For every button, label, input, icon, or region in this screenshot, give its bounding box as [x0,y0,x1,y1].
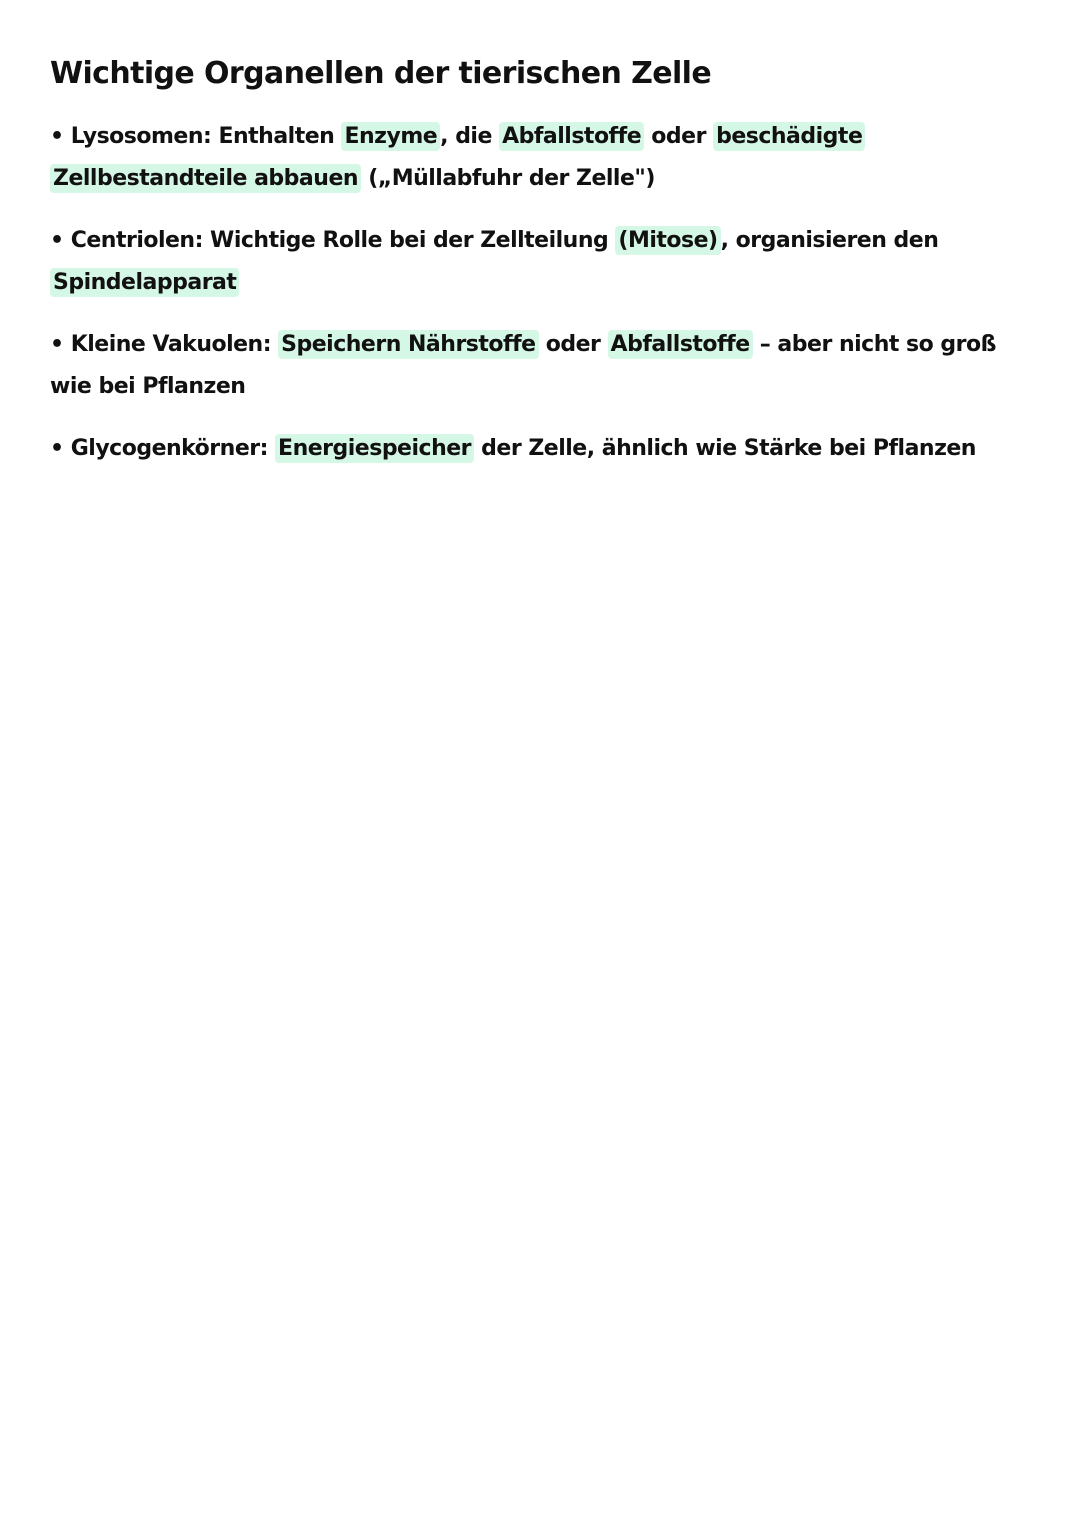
text-segment: der Zelle, ähnlich wie Stärke bei Pflanzen [474,436,976,461]
text-segment: – aber nicht so groß wie bei Pflanzen [50,332,996,399]
text-segment: , die [440,124,500,149]
text-segment: • Centriolen: Wichtige Rolle bei der Zellteilung [50,228,616,253]
list-item-centriolen [50,220,1035,304]
highlighted-term: Spindelapparat [50,268,239,297]
list-item-glycogenkoerner [50,428,1035,470]
list-item-lysosomen [50,116,1035,200]
text-segment: oder [644,124,714,149]
page-title: Wichtige Organellen der tierischen Zelle [50,56,712,91]
document-page [50,52,1035,490]
highlighted-term: Speichern Nährstoffe [278,330,538,359]
highlighted-term: beschädigte Zellbestandteile abbauen [50,122,865,193]
text-segment: • Glycogenkörner: [50,436,276,461]
highlighted-term: Enzyme [341,122,440,151]
list-item-vakuolen [50,324,1035,408]
highlighted-term: (Mitose) [615,226,720,255]
text-segment: oder [538,332,608,357]
text-segment: , organisieren den [720,228,939,253]
text-segment: („Müllabfuhr der Zelle") [361,166,655,191]
highlighted-term: Abfallstoffe [499,122,644,151]
text-segment: • Lysosomen: Enthalten [50,124,342,149]
text-segment: • Kleine Vakuolen: [50,332,279,357]
highlighted-term: Energiespeicher [275,434,474,463]
highlighted-term: Abfallstoffe [608,330,753,359]
